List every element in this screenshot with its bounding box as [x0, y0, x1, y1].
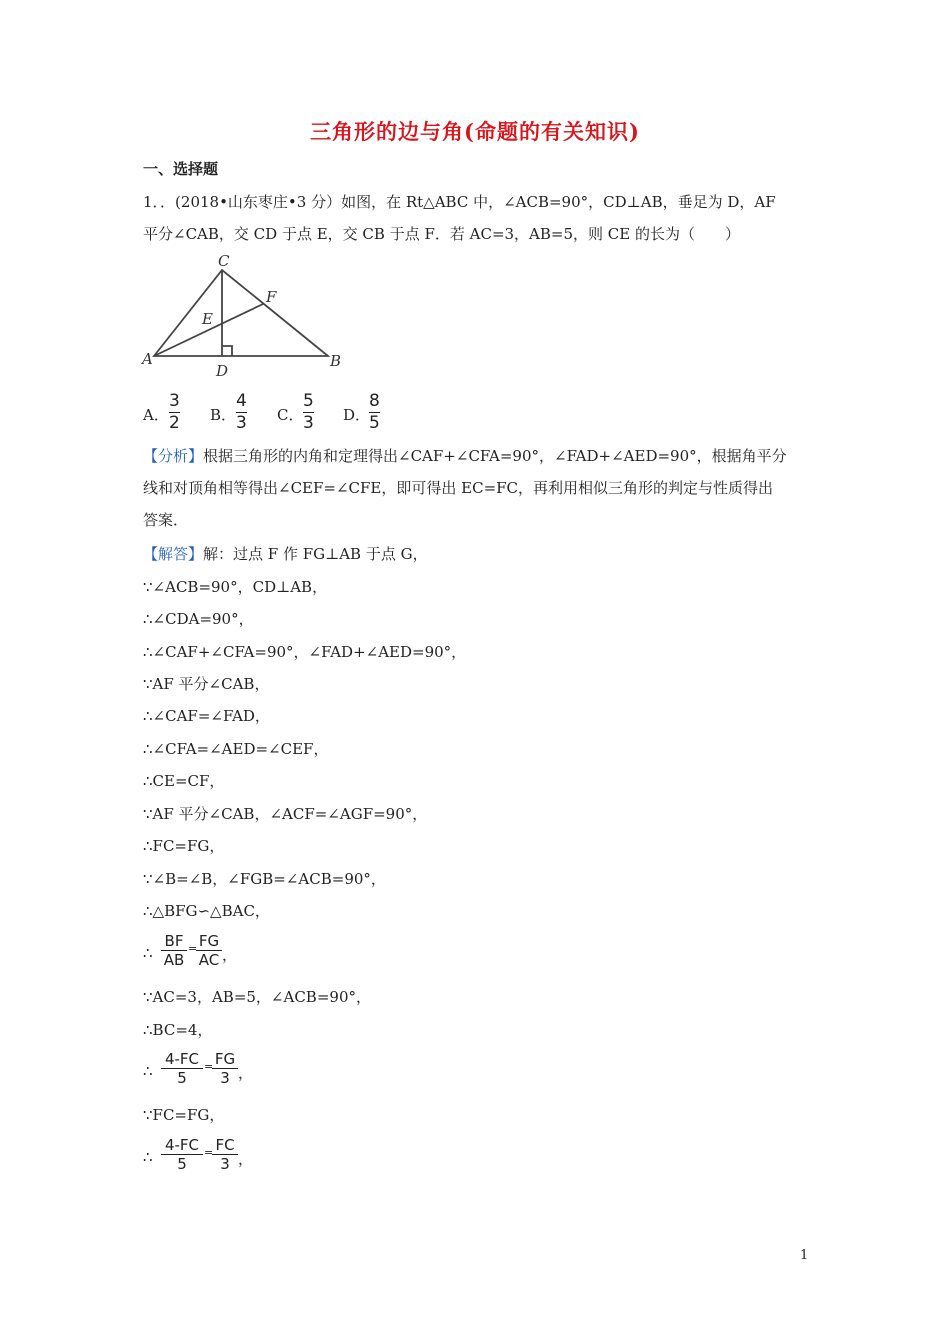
analysis-tag: 【分析】 [143, 447, 204, 465]
label-b: B [330, 352, 342, 370]
section-heading: 一、选择题 [143, 160, 219, 178]
solution-step: ∴∠CFA=∠AED=∠CEF， [143, 740, 329, 758]
solution-step: ∵AF 平分∠CAB， [143, 675, 270, 693]
solution-step: ∴CE=CF， [143, 772, 225, 790]
solution-step: ∵∠ACB=90°，CD⊥AB， [143, 578, 328, 596]
solution-step: ∵AF 平分∠CAB，∠ACF=∠AGF=90°， [143, 805, 428, 823]
analysis-line-1: 【分析】根据三角形的内角和定理得出∠CAF+∠CFA=90°，∠FAD+∠AED=90°，根据角平分 [143, 447, 787, 465]
solution-tag: 【解答】 [143, 545, 204, 563]
analysis-line-2: 线和对顶角相等得出∠CEF=∠CFE，即可得出 EC=FC，再利用相似三角形的判定与性质得出 [143, 479, 774, 497]
solution-intro: 【解答】解：过点 F 作 FG⊥AB 于点 G， [143, 545, 428, 563]
question-line-1: 1．．(2018•山东枣庄•3 分）如图，在 Rt△ABC 中，∠ACB=90°，CD⊥AB，垂足为 D，AF [143, 193, 776, 211]
label-a: A [142, 350, 153, 368]
question-line-2: 平分∠CAB，交 CD 于点 E，交 CB 于点 F．若 AC=3，AB=5，则 CE 的长为（ ） [143, 225, 740, 243]
solution-step: ∴∠CAF+∠CFA=90°，∠FAD+∠AED=90°， [143, 643, 467, 661]
label-f: F [266, 288, 277, 306]
ratio-equation-3: ∴ 4-FC 5 = FC 3 ， [143, 1136, 254, 1173]
solution-step: ∵FC=FG， [143, 1106, 225, 1124]
page-title: 三角形的边与角(命题的有关知识) [310, 119, 640, 144]
solution-step: ∴∠CAF=∠FAD， [143, 707, 270, 725]
analysis-line-3: 答案． [143, 511, 189, 529]
document-page: 三角形的边与角(命题的有关知识) 一、选择题 1．．(2018•山东枣庄•3 分）如图，在 Rt△ABC 中，∠ACB=90°，CD⊥AB，垂足为 D，AF 平分∠CAB，交 CD 于点 E，交 CB 于点 F．若 AC=3，AB=5，则 CE 的长为（ ） C A B D E F A． 3 2 B． 4 3 C． 5 3 D． 8 5 【分析】根据三角形的内角和定理得出∠CAF+∠CFA=90°，∠FAD+∠AED=90°，根据角平分 线和对顶角相等得出∠CEF=∠CFE，即可得出 EC=FC，再利用相似三角形的判定与性质得出 答案． 【解答】解：过点 F 作 FG⊥AB 于点 G， ∵∠ACB=90°，CD⊥AB， ∴∠CDA=90°， ∴∠CAF+∠CFA=90°，∠FAD+∠AED=90°， ∵AF 平分∠CAB， ∴∠CAF=∠FAD， ∴∠CFA=∠AED=∠CEF， ∴CE=CF， ∵AF 平分∠CAB，∠ACF=∠AGF=90°， ∴FC=FG， ∵∠B=∠B，∠FGB=∠ACB=90°， ∴△BFG∽△BAC， ∴ BF AB = FG AC ， ∵AC=3，AB=5，∠ACB=90°， ∴BC=4， ∴ 4-FC 5 = FG 3 ， ∵FC=FG， ∴ 4-FC 5 = FC 3 ， 1 [0, 0, 950, 1344]
label-e: E [202, 310, 213, 328]
ratio-equation-2: ∴ 4-FC 5 = FG 3 ， [143, 1050, 254, 1087]
ratio-equation-1: ∴ BF AB = FG AC ， [143, 932, 238, 969]
solution-step: ∴△BFG∽△BAC， [143, 902, 270, 920]
label-c: C [218, 252, 230, 270]
triangle-figure [140, 248, 350, 382]
solution-step: ∴∠CDA=90°， [143, 610, 254, 628]
solution-step: ∵∠B=∠B，∠FGB=∠ACB=90°， [143, 870, 386, 888]
right-angle-mark [222, 346, 232, 356]
solution-step: ∴FC=FG， [143, 837, 225, 855]
solution-step: ∵AC=3，AB=5，∠ACB=90°， [143, 988, 371, 1006]
solution-step: ∴BC=4， [143, 1021, 213, 1039]
label-d: D [216, 362, 229, 380]
page-number: 1 [800, 1248, 809, 1263]
